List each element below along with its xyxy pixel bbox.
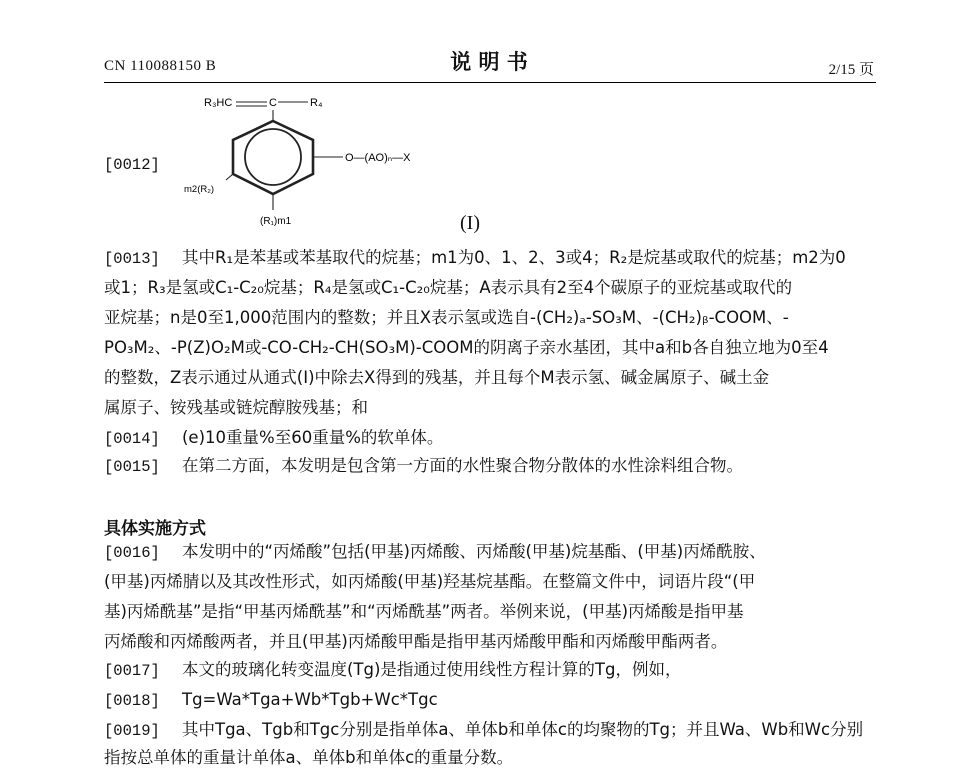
paragraph-0017-text: 本文的玻璃化转变温度(Tg)是指通过使用线性方程计算的Tg，例如， (182, 660, 682, 679)
section-heading: 具体实施方式 (104, 519, 206, 539)
formula-chain-label: O—(AO)ₙ—X (345, 152, 411, 164)
formula-r2-label: m2(R₂) (184, 184, 215, 195)
formula-label: (I) (460, 212, 480, 234)
paragraph-0019-line-1: 其中Tga、Tgb和Tgc分别是指单体a、单体b和单体c的均聚物的Tg；并且Wa、Wb和Wc分别 (182, 720, 864, 739)
paragraph-0013-line-5: 的整数，Z表示通过从通式(I)中除去X得到的残基，并且每个M表示氢、碱金属原子、碱土金 (104, 368, 770, 387)
formula-r1-label: (R₁)m1 (260, 216, 292, 227)
paragraph-0019-line-2: 指按总单体的重量计单体a、单体b和单体c的重量分数。 (104, 748, 514, 767)
paragraph-0013-line-3: 亚烷基；n是0至1,000范围内的整数；并且X表示氢或选自-(CH₂)ₐ-SO₃M、-(CH₂)ᵦ-COOM、- (104, 308, 789, 327)
paragraph-0016-line-3: 基)丙烯酰基”是指“甲基丙烯酰基”和“丙烯酰基”两者。举例来说，(甲基)丙烯酸是指甲基 (104, 602, 744, 621)
paragraph-0016-line-4: 丙烯酸和丙烯酸两者，并且(甲基)丙烯酸甲酯是指甲基丙烯酸甲酯和丙烯酸甲酯两者。 (104, 632, 728, 651)
paragraph-0013-line-2: 或1；R₃是氢或C₁-C₂₀烷基；R₄是氢或C₁-C₂₀烷基；A表示具有2至4个碳原子的亚烷基或取代的 (104, 278, 793, 297)
paragraph-0015-text: 在第二方面，本发明是包含第一方面的水性聚合物分散体的水性涂料组合物。 (182, 456, 743, 475)
paragraph-number-0018: [0018] (104, 692, 160, 710)
r2-bond (226, 174, 233, 180)
patent-number: CN 110088150 B (104, 58, 217, 74)
paragraph-number-0014: [0014] (104, 430, 160, 448)
formula-c-label: C (269, 97, 277, 109)
formula-r4-label: R₄ (310, 97, 323, 109)
formula-r3hc-label: R₃HC (204, 97, 233, 109)
paragraph-0013-line-6: 属原子、铵残基或链烷醇胺残基；和 (104, 398, 368, 417)
paragraph-number-0016: [0016] (104, 544, 160, 562)
paragraph-0013-line-1: 其中R₁是苯基或苯基取代的烷基；m1为0、1、2、3或4；R₂是烷基或取代的烷基；m2为0 (182, 248, 846, 267)
paragraph-number-0017: [0017] (104, 662, 160, 680)
page-title: 说 明 书 (450, 50, 528, 74)
paragraph-0016-line-1: 本发明中的“丙烯酸”包括(甲基)丙烯酸、丙烯酸(甲基)烷基酯、(甲基)丙烯酰胺、 (182, 542, 766, 561)
page-number: 2/15 页 (828, 62, 874, 78)
aromatic-circle (245, 129, 301, 185)
paragraph-number-0012: [0012] (104, 156, 160, 174)
tg-equation: Tg=Wa*Tga+Wb*Tgb+Wc*Tgc (182, 690, 438, 709)
header-divider (104, 82, 876, 83)
paragraph-0014-text: (e)10重量%至60重量%的软单体。 (182, 428, 444, 447)
paragraph-0016-line-2: (甲基)丙烯腈以及其改性形式，如丙烯酸(甲基)羟基烷基酯。在整篇文件中，词语片段“(甲 (104, 572, 756, 591)
paragraph-number-0019: [0019] (104, 722, 160, 740)
paragraph-number-0015: [0015] (104, 458, 160, 476)
paragraph-number-0013: [0013] (104, 250, 160, 268)
paragraph-0013-line-4: PO₃M₂、-P(Z)O₂M或-CO-CH₂-CH(SO₃M)-COOM的阴离子亲水基团，其中a和b各自独立地为0至4 (104, 338, 829, 357)
